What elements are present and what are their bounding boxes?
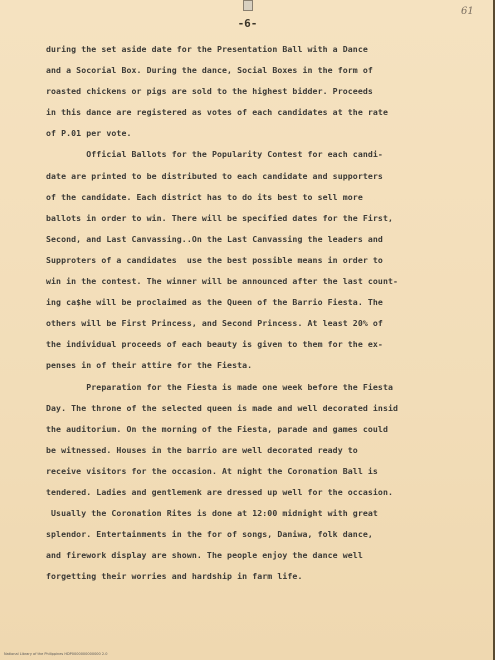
text-line: during the set aside date for the Presentation Ball with a Dance bbox=[46, 44, 368, 54]
text-line: win in the contest. The winner will be announced after the last count- bbox=[46, 276, 399, 287]
text-line: others will be First Princess, and Second Princess. At least 20% of bbox=[46, 318, 383, 329]
text-line: date are printed to be distributed to each candidate and supporters bbox=[46, 170, 383, 181]
page-annotation: 61 bbox=[461, 6, 474, 17]
text-line: of the candidate. Each district has to do its best to sell more bbox=[46, 191, 363, 202]
text-line: penses in of their attire for the Fiesta. bbox=[46, 360, 253, 371]
scan-footer: National Library of the Philippines HDP0000000000000 2.0 bbox=[4, 652, 108, 656]
text-line: Official Ballots for the Popularity Contest for each candi- bbox=[46, 149, 383, 160]
text-line: and a Socorial Box. During the dance, Social Boxes in the form of bbox=[46, 65, 373, 76]
text-line: ing ca$he will be proclaimed as the Queen of the Barrio Fiesta. The bbox=[46, 297, 383, 308]
page-number: -6- bbox=[237, 17, 258, 30]
text-line: tendered. Ladies and gentlemenk are dressed up well for the occasion. bbox=[46, 486, 394, 497]
body-text bbox=[46, 39, 478, 587]
text-line: of P.01 per vote. bbox=[46, 128, 132, 139]
text-line: and firework display are shown. The people enjoy the dance well bbox=[46, 550, 363, 561]
text-line: Supproters of a candidates use the best possible means in order to bbox=[46, 254, 383, 265]
text-line: Usually the Coronation Rites is done at 12:00 midnight with great bbox=[46, 508, 378, 519]
text-line: the individual proceeds of each beauty is given to them for the ex- bbox=[46, 339, 383, 350]
text-line: Second, and Last Canvassing..On the Last Canvassing the leaders and bbox=[46, 233, 383, 244]
text-line: be witnessed. Houses in the barrio are well decorated ready to bbox=[46, 444, 358, 455]
text-line: forgetting their worries and hardship in farm life. bbox=[46, 571, 303, 582]
text-line: Preparation for the Fiesta is made one week before the Fiesta bbox=[46, 381, 394, 392]
text-line: ballots in order to win. There will be specified dates for the First, bbox=[46, 212, 394, 223]
text-line: in this dance are registered as votes of each candidates at the rate bbox=[46, 107, 388, 118]
text-line: receive visitors for the occasion. At night the Coronation Ball is bbox=[46, 465, 378, 476]
text-line: the auditorium. On the morning of the Fiesta, parade and games could bbox=[46, 423, 388, 434]
text-line: Day. The throne of the selected queen is made and well decorated insid bbox=[46, 402, 399, 413]
scan-marker bbox=[243, 0, 253, 11]
text-line: roasted chickens or pigs are sold to the highest bidder. Proceeds bbox=[46, 86, 373, 97]
text-line: splendor. Entertainments in the for of songs, Daniwa, folk dance, bbox=[46, 529, 373, 540]
